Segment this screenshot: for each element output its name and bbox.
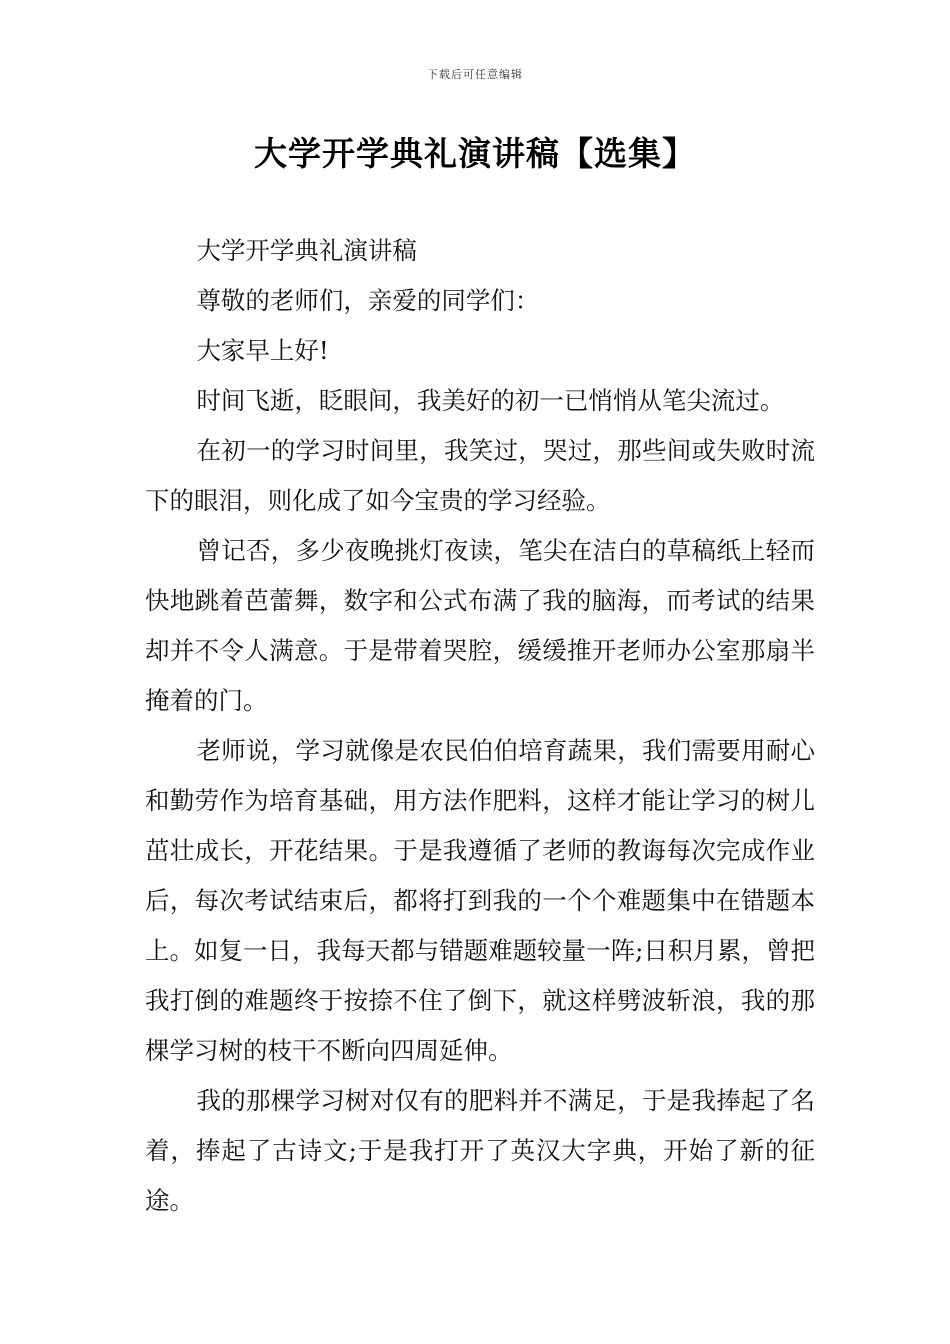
paragraph: 时间飞逝，眨眼间，我美好的初一已悄悄从笔尖流过。 xyxy=(196,386,785,415)
paragraph: 曾记否，多少夜晚挑灯夜读，笔尖在洁白的草稿纸上轻而快地跳着芭蕾舞，数字和公式布满了我的脑海，而考试的结果却并不令人满意。于是带着哭腔，缓缓推开老师办公室那扇半掩着的门。 xyxy=(145,536,815,715)
paragraph: 在初一的学习时间里，我笑过，哭过，那些间或失败时流下的眼泪，则化成了如今宝贵的学习经验。 xyxy=(145,436,815,515)
paragraph: 大家早上好! xyxy=(196,336,329,365)
paragraph: 我的那棵学习树对仅有的肥料并不满足，于是我捧起了名着，捧起了古诗文;于是我打开了英汉大字典，开始了新的征途。 xyxy=(145,1086,815,1215)
document-body xyxy=(145,226,815,1226)
paragraph: 大学开学典礼演讲稿 xyxy=(196,236,417,265)
paragraph: 尊敬的老师们，亲爱的同学们： xyxy=(196,286,540,315)
document-title: 大学开学典礼演讲稿【选集】 xyxy=(254,134,696,173)
paragraph: 老师说，学习就像是农民伯伯培育蔬果，我们需要用耐心和勤劳作为培育基础，用方法作肥料，这样才能让学习的树儿茁壮成长，开花结果。于是我遵循了老师的教诲每次完成作业后，每次考试结束后，都将打到我的一个个难题集中在错题本上。如复一日，我每天都与错题难题较量一阵;日积月累，曾把我打倒的难题终于按捺不住了倒下，就这样劈波斩浪，我的那棵学习树的枝干不断向四周延伸。 xyxy=(145,736,815,1065)
header-note: 下载后可任意编辑 xyxy=(427,68,523,81)
